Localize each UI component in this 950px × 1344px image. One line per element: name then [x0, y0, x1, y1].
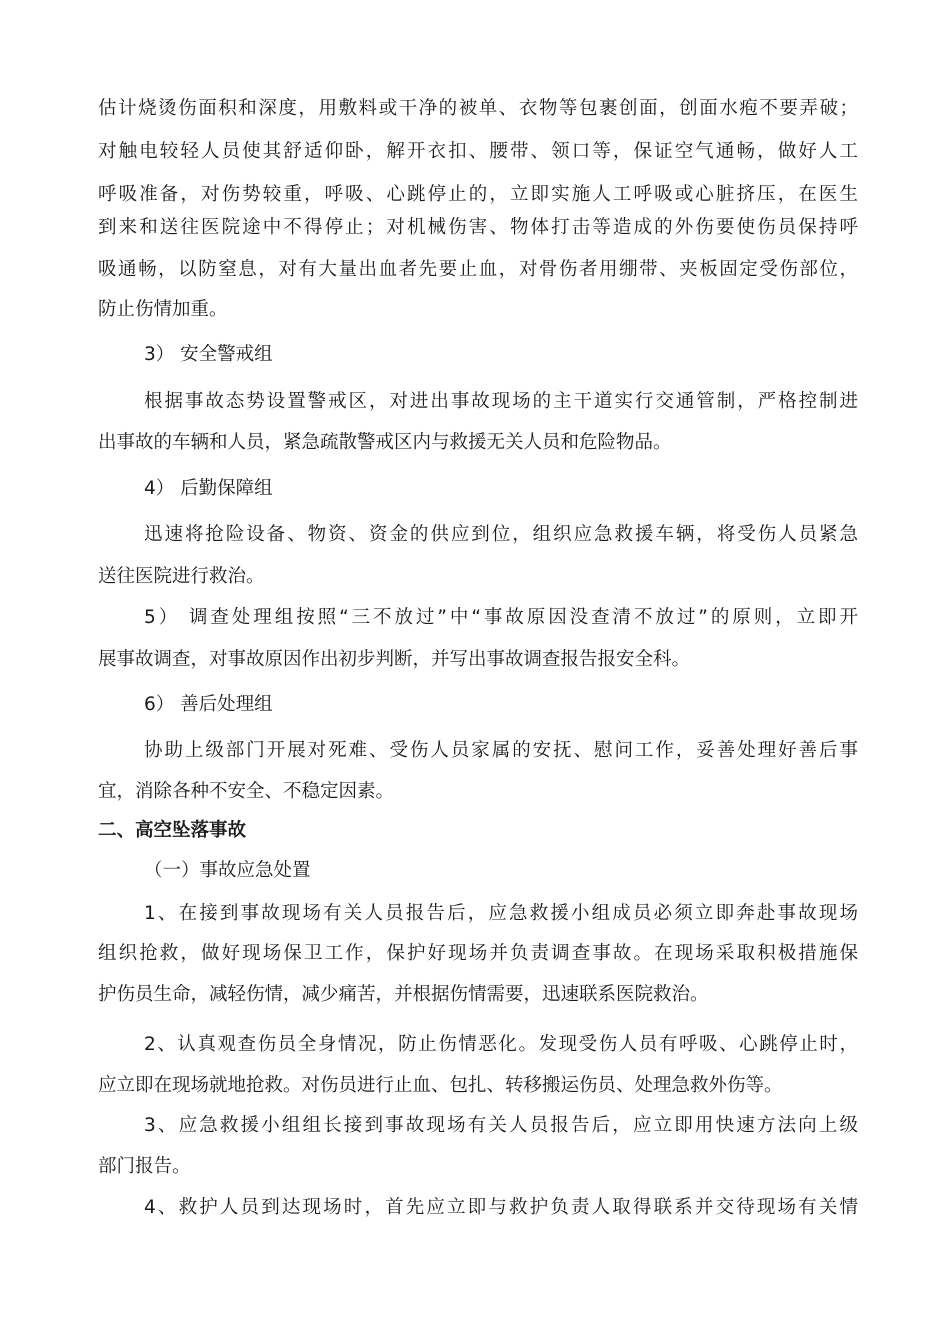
section-heading: 4） 后勤保障组	[144, 478, 273, 499]
body-line: 到来和送往医院途中不得停止；对机械伤害、物体打击等造成的外伤要使伤员保持呼	[98, 217, 858, 238]
body-line: 组织抢救，做好现场保卫工作，保护好现场并负责调查事故。在现场采取积极措施保	[98, 943, 858, 964]
body-line: 1、在接到事故现场有关人员报告后，应急救援小组成员必须立即奔赴事故现场	[144, 903, 858, 924]
body-line: 送往医院进行救治。	[98, 566, 265, 587]
body-line: 吸通畅，以防窒息，对有大量出血者先要止血，对骨伤者用绷带、夹板固定受伤部位，	[98, 259, 858, 280]
body-line: 部门报告。	[98, 1156, 191, 1177]
body-line: 2、认真观查伤员全身情况，防止伤情恶化。发现受伤人员有呼吸、心跳停止时，	[144, 1034, 858, 1055]
body-line: 根据事故态势设置警戒区，对进出事故现场的主干道实行交通管制，严格控制进	[144, 391, 858, 412]
body-line: 展事故调查，对事故原因作出初步判断，并写出事故调查报告报安全科。	[98, 649, 691, 670]
body-line: 5） 调查处理组按照“三不放过”中“事故原因没查清不放过”的原则，立即开	[144, 607, 858, 628]
body-line: 出事故的车辆和人员，紧急疏散警戒区内与救援无关人员和危险物品。	[98, 432, 672, 453]
body-line: 应立即在现场就地抢救。对伤员进行止血、包扎、转移搬运伤员、处理急救外伤等。	[98, 1075, 783, 1096]
section-heading: 6） 善后处理组	[144, 694, 273, 715]
body-line: 呼吸准备，对伤势较重，呼吸、心跳停止的，立即实施人工呼吸或心脏挤压，在医生	[98, 184, 858, 205]
body-line: 宜，消除各种不安全、不稳定因素。	[98, 781, 395, 802]
body-line: 协助上级部门开展对死难、受伤人员家属的安抚、慰问工作，妥善处理好善后事	[144, 740, 858, 761]
section-heading: 3） 安全警戒组	[144, 344, 273, 365]
body-line: 对触电较轻人员使其舒适仰卧，解开衣扣、腰带、领口等，保证空气通畅，做好人工	[98, 141, 858, 162]
body-line: 4、救护人员到达现场时，首先应立即与救护负责人取得联系并交待现场有关情	[144, 1197, 858, 1218]
chapter-heading: 二、高空坠落事故	[98, 820, 247, 841]
subsection-heading: （一）事故应急处置	[144, 860, 311, 881]
body-line: 迅速将抢险设备、物资、资金的供应到位，组织应急救援车辆，将受伤人员紧急	[144, 524, 858, 545]
body-line: 3、应急救援小组组长接到事故现场有关人员报告后，应立即用快速方法向上级	[144, 1115, 858, 1136]
body-line: 估计烧烫伤面积和深度，用敷料或干净的被单、衣物等包裹创面，创面水疱不要弄破；	[98, 98, 858, 119]
body-line: 护伤员生命，减轻伤情，减少痛苦，并根据伤情需要，迅速联系医院救治。	[98, 984, 709, 1005]
body-line: 防止伤情加重。	[98, 299, 228, 320]
